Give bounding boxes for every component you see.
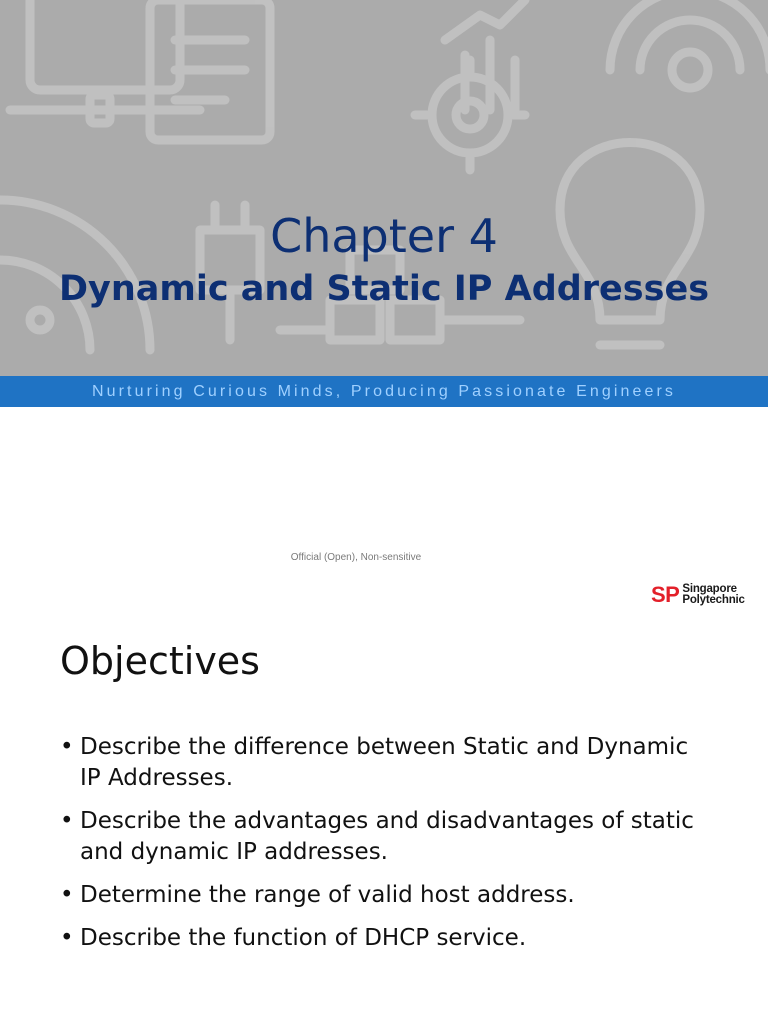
document-icon (150, 0, 270, 140)
bullet-marker: • (60, 734, 74, 760)
chapter-subtitle: Dynamic and Static IP Addresses (58, 269, 710, 309)
list-item-text: Describe the advantages and disadvantages of static and dynamic IP addresses. (80, 808, 694, 865)
chapter-title: Chapter 4 (270, 209, 498, 263)
list-item (60, 806, 700, 868)
list-item (60, 732, 700, 794)
objectives-list (60, 732, 700, 966)
logo-line2: Polytechnic (682, 594, 745, 606)
logo-text (682, 584, 744, 606)
objectives-slide (0, 570, 768, 1024)
background-illustration (0, 0, 768, 376)
list-item-text: Determine the range of valid host address. (80, 882, 575, 908)
bullet-marker: • (60, 925, 74, 951)
list-item (60, 880, 700, 911)
motto-text: Nurturing Curious Minds, Producing Passionate Engineers (91, 382, 677, 400)
gear-icon (415, 60, 525, 170)
objectives-heading: Objectives (60, 639, 260, 683)
list-item-text: Describe the difference between Static and Dynamic IP Addresses. (80, 734, 689, 791)
classification-label: Official (Open), Non-sensitive (290, 552, 422, 563)
sp-logo (651, 583, 745, 607)
logo-mark: SP (651, 582, 680, 607)
bullet-marker: • (60, 882, 74, 908)
list-item-text: Describe the function of DHCP service. (80, 925, 527, 951)
bullet-marker: • (60, 808, 74, 834)
logo-line1: Singapore (682, 583, 737, 595)
wifi-icon (610, 0, 768, 88)
motto-band (0, 376, 768, 407)
laptop-icon (10, 0, 200, 123)
hero-banner (0, 0, 768, 376)
title-block (0, 208, 768, 312)
list-item (60, 923, 700, 954)
bar-chart-icon (445, 0, 525, 110)
